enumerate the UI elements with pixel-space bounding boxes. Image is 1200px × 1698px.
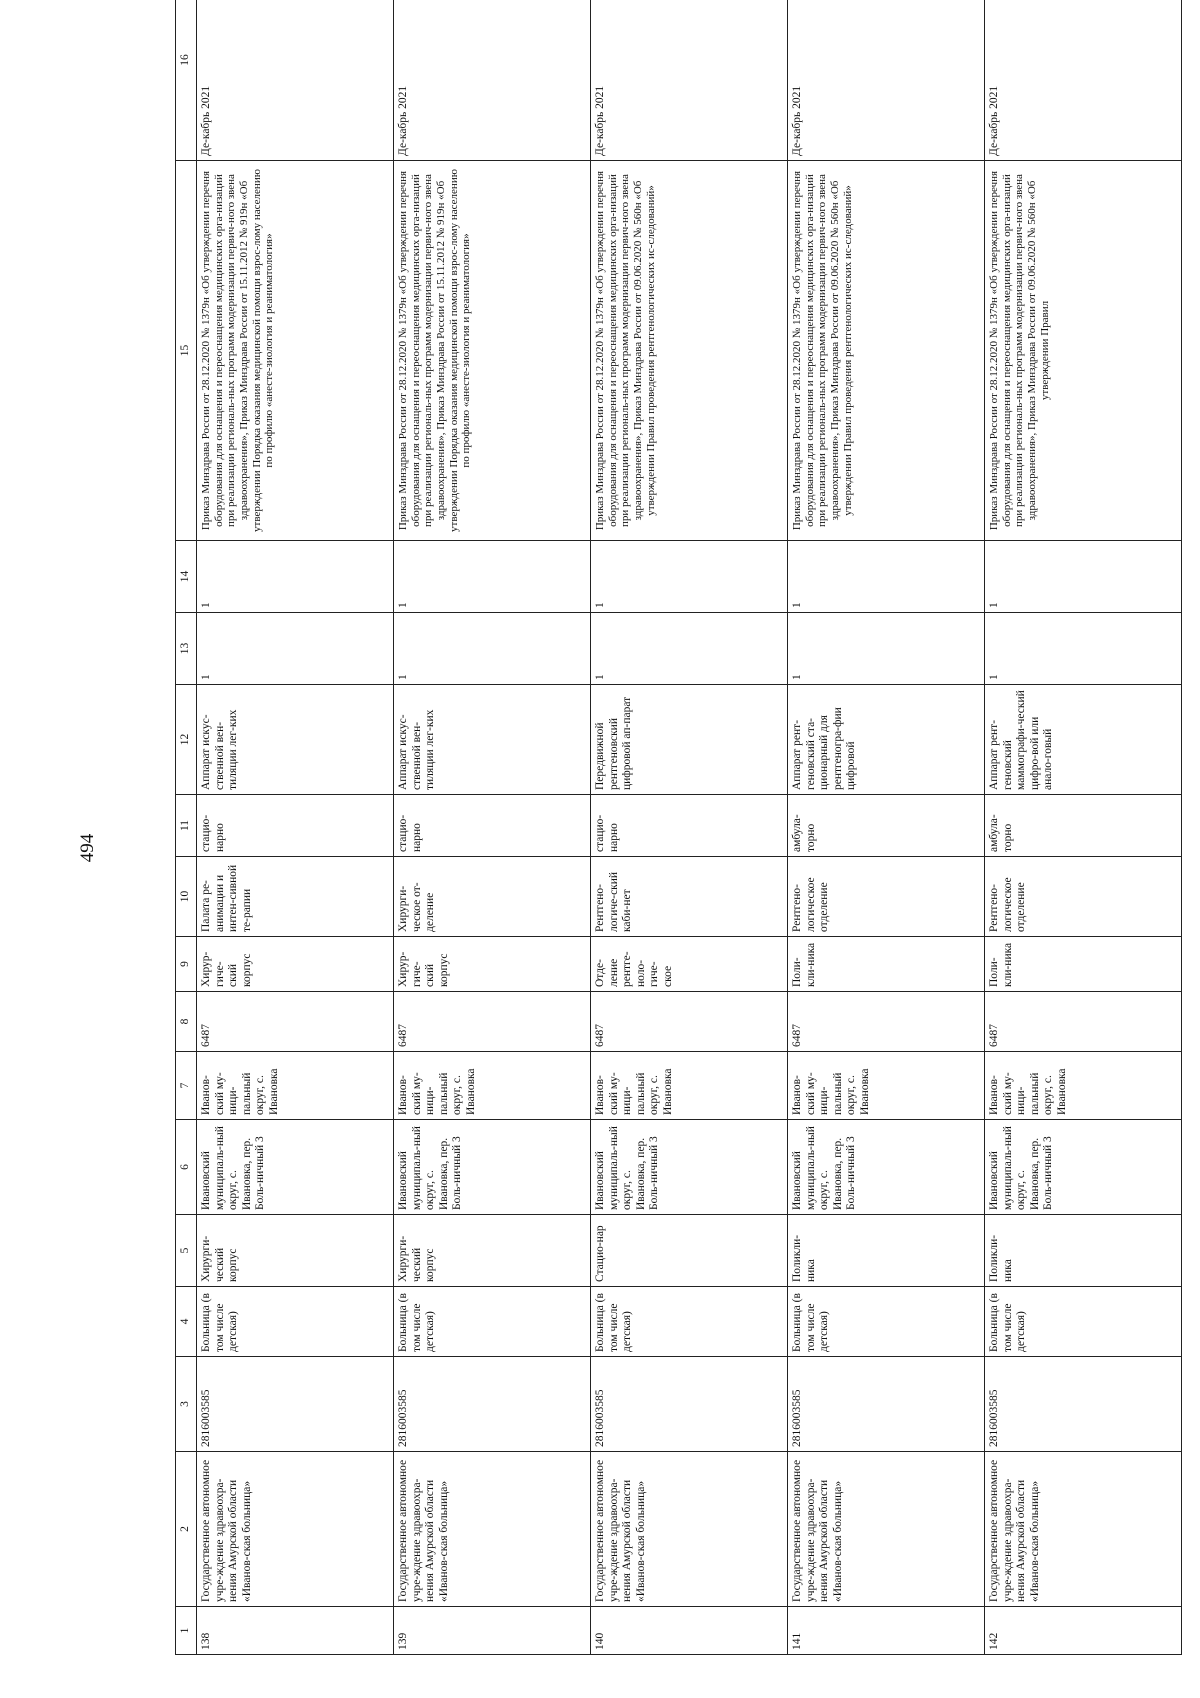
col-header-9: 9	[176, 937, 197, 992]
care-mode-cell: стацио-нарно	[591, 795, 788, 857]
col-header-2: 2	[176, 1452, 197, 1607]
care-mode-cell: стацио-нарно	[197, 795, 394, 857]
col-header-3: 3	[176, 1357, 197, 1452]
equipment-cell: Аппарат рент-геновский маммографи-ческий цифро-вой или анало-говый	[985, 685, 1182, 795]
equipment-table	[175, 0, 1182, 1655]
quantity-cell: 1	[197, 613, 394, 685]
col-header-5: 5	[176, 1215, 197, 1287]
inn-cell: 2816003585	[985, 1357, 1182, 1452]
col-header-11: 11	[176, 795, 197, 857]
col-header-7: 7	[176, 1052, 197, 1120]
quantity-cell: 1	[788, 613, 985, 685]
col-header-14: 14	[176, 541, 197, 613]
legal-basis-cell: Приказ Минздрава России от 28.12.2020 № 1379н «Об утверждении перечня оборудования для оснащения и переоснащения медицинских орга-низаций при реализации региональ-ных программ модернизации первич-ного звена здравоохранения», Приказ Минздрава России от 15.11.2012 № 919н «Об утверждении Порядка оказания медицинской помощи взрос-лому населению по профилю «анесте-зиология и реаниматология»	[394, 161, 591, 541]
legal-basis-cell: Приказ Минздрава России от 28.12.2020 № 1379н «Об утверждении перечня оборудования для оснащения и переоснащения медицинских орга-низаций при реализации региональ-ных программ модернизации первич-ного звена здравоохранения», Приказ Минздрава России от 09.06.2020 № 560н «Об утверждении Правил	[985, 161, 1182, 541]
inn-cell: 2816003585	[591, 1357, 788, 1452]
unit-cell: Хирур-гиче-ский корпус	[394, 937, 591, 992]
quantity-cell: 1	[394, 541, 591, 613]
building-cell: Хирурги-ческий корпус	[394, 1215, 591, 1287]
unit-cell: Отде-ление рентге-ноло-гиче-ское	[591, 937, 788, 992]
deadline-cell: Де-кабрь 2021	[591, 0, 788, 161]
col-header-10: 10	[176, 857, 197, 937]
organization-name-cell: Государственное автономное учре-ждение здравоохра-нения Амурской области «Иванов-ская больница»	[788, 1452, 985, 1607]
col-header-1: 1	[176, 1607, 197, 1655]
code-cell: 6487	[394, 992, 591, 1052]
care-mode-cell: стацио-нарно	[394, 795, 591, 857]
table-row	[985, 0, 1182, 1655]
deadline-cell: Де-кабрь 2021	[394, 0, 591, 161]
col-header-12: 12	[176, 685, 197, 795]
table-row	[197, 0, 394, 1655]
col-header-6: 6	[176, 1120, 197, 1215]
unit-cell: Поли-кли-ника	[985, 937, 1182, 992]
equipment-cell: Аппарат искус-ственной вен-тиляции лег-ких	[197, 685, 394, 795]
settlement-cell: Иванов-ский му-ници-пальный округ, с. Ивановка	[394, 1052, 591, 1120]
equipment-cell: Аппарат рент-геновский ста-ционарный для рентгеногра-фии цифровой	[788, 685, 985, 795]
quantity-cell: 1	[788, 541, 985, 613]
deadline-cell: Де-кабрь 2021	[985, 0, 1182, 161]
care-mode-cell: амбула-торно	[788, 795, 985, 857]
table-header	[176, 0, 197, 1655]
inn-cell: 2816003585	[788, 1357, 985, 1452]
col-header-13: 13	[176, 613, 197, 685]
care-mode-cell: амбула-торно	[985, 795, 1182, 857]
organization-name-cell: Государственное автономное учре-ждение здравоохра-нения Амурской области «Иванов-ская больница»	[591, 1452, 788, 1607]
inn-cell: 2816003585	[197, 1357, 394, 1452]
row-number-cell: 139	[394, 1607, 591, 1655]
table-row	[591, 0, 788, 1655]
facility-type-cell: Больница (в том числе детская)	[985, 1287, 1182, 1357]
building-cell: Поликли-ника	[788, 1215, 985, 1287]
facility-type-cell: Больница (в том числе детская)	[591, 1287, 788, 1357]
quantity-cell: 1	[591, 613, 788, 685]
col-header-16: 16	[176, 0, 197, 161]
col-header-8: 8	[176, 992, 197, 1052]
code-cell: 6487	[591, 992, 788, 1052]
department-cell: Рентгено-логическое отделение	[788, 857, 985, 937]
address-cell: Ивановский муниципаль-ный округ, с. Ивановка, пер. Боль-ничный 3	[591, 1120, 788, 1215]
organization-name-cell: Государственное автономное учре-ждение здравоохра-нения Амурской области «Иванов-ская больница»	[394, 1452, 591, 1607]
code-cell: 6487	[788, 992, 985, 1052]
row-number-cell: 138	[197, 1607, 394, 1655]
table-row	[394, 0, 591, 1655]
address-cell: Ивановский муниципаль-ный округ, с. Ивановка, пер. Боль-ничный 3	[788, 1120, 985, 1215]
facility-type-cell: Больница (в том числе детская)	[197, 1287, 394, 1357]
facility-type-cell: Больница (в том числе детская)	[788, 1287, 985, 1357]
quantity-cell: 1	[985, 613, 1182, 685]
building-cell: Хирурги-ческий корпус	[197, 1215, 394, 1287]
building-cell: Стацио-нар	[591, 1215, 788, 1287]
building-cell: Поликли-ника	[985, 1215, 1182, 1287]
header-row	[176, 0, 197, 1655]
address-cell: Ивановский муниципаль-ный округ, с. Ивановка, пер. Боль-ничный 3	[197, 1120, 394, 1215]
unit-cell: Хирур-гиче-ский корпус	[197, 937, 394, 992]
row-number-cell: 142	[985, 1607, 1182, 1655]
page-number: 494	[77, 833, 98, 863]
settlement-cell: Иванов-ский му-ници-пальный округ, с. Ивановка	[788, 1052, 985, 1120]
inn-cell: 2816003585	[394, 1357, 591, 1452]
legal-basis-cell: Приказ Минздрава России от 28.12.2020 № 1379н «Об утверждении перечня оборудования для оснащения и переоснащения медицинских орга-низаций при реализации региональ-ных программ модернизации первич-ного звена здравоохранения», Приказ Минздрава России от 15.11.2012 № 919н «Об утверждении Порядка оказания медицинской помощи взрос-лому населению по профилю «анесте-зиология и реаниматология»	[197, 161, 394, 541]
row-number-cell: 141	[788, 1607, 985, 1655]
address-cell: Ивановский муниципаль-ный округ, с. Ивановка, пер. Боль-ничный 3	[394, 1120, 591, 1215]
code-cell: 6487	[197, 992, 394, 1052]
code-cell: 6487	[985, 992, 1182, 1052]
organization-name-cell: Государственное автономное учре-ждение здравоохра-нения Амурской области «Иванов-ская больница»	[985, 1452, 1182, 1607]
unit-cell: Поли-кли-ника	[788, 937, 985, 992]
settlement-cell: Иванов-ский му-ници-пальный округ, с. Ивановка	[591, 1052, 788, 1120]
facility-type-cell: Больница (в том числе детская)	[394, 1287, 591, 1357]
col-header-15: 15	[176, 161, 197, 541]
legal-basis-cell: Приказ Минздрава России от 28.12.2020 № 1379н «Об утверждении перечня оборудования для оснащения и переоснащения медицинских орга-низаций при реализации региональ-ных программ модернизации первич-ного звена здравоохранения», Приказ Минздрава России от 09.06.2020 № 560н «Об утверждении Правил проведения рентгенологических ис-следований»	[591, 161, 788, 541]
quantity-cell: 1	[591, 541, 788, 613]
table-row	[788, 0, 985, 1655]
equipment-cell: Передвижной рентгеновский цифровой ап-парат	[591, 685, 788, 795]
row-number-cell: 140	[591, 1607, 788, 1655]
quantity-cell: 1	[394, 613, 591, 685]
deadline-cell: Де-кабрь 2021	[197, 0, 394, 161]
col-header-4: 4	[176, 1287, 197, 1357]
settlement-cell: Иванов-ский му-ници-пальный округ, с. Ивановка	[985, 1052, 1182, 1120]
table-container	[175, 35, 1195, 1655]
department-cell: Рентгено-логическое отделение	[985, 857, 1182, 937]
quantity-cell: 1	[197, 541, 394, 613]
table-body	[197, 0, 1182, 1655]
quantity-cell: 1	[985, 541, 1182, 613]
department-cell: Хирурги-ческое от-деление	[394, 857, 591, 937]
legal-basis-cell: Приказ Минздрава России от 28.12.2020 № 1379н «Об утверждении перечня оборудования для оснащения и переоснащения медицинских орга-низаций при реализации региональ-ных программ модернизации первич-ного звена здравоохранения», Приказ Минздрава России от 09.06.2020 № 560н «Об утверждении Правил проведения рентгенологических ис-следований»	[788, 161, 985, 541]
address-cell: Ивановский муниципаль-ный округ, с. Ивановка, пер. Боль-ничный 3	[985, 1120, 1182, 1215]
deadline-cell: Де-кабрь 2021	[788, 0, 985, 161]
department-cell: Палата ре-анимации и интен-сивной те-рапии	[197, 857, 394, 937]
equipment-cell: Аппарат искус-ственной вен-тиляции лег-ких	[394, 685, 591, 795]
organization-name-cell: Государственное автономное учре-ждение здравоохра-нения Амурской области «Иванов-ская больница»	[197, 1452, 394, 1607]
settlement-cell: Иванов-ский му-ници-пальный округ, с. Ивановка	[197, 1052, 394, 1120]
department-cell: Рентгено-логиче-ский каби-нет	[591, 857, 788, 937]
